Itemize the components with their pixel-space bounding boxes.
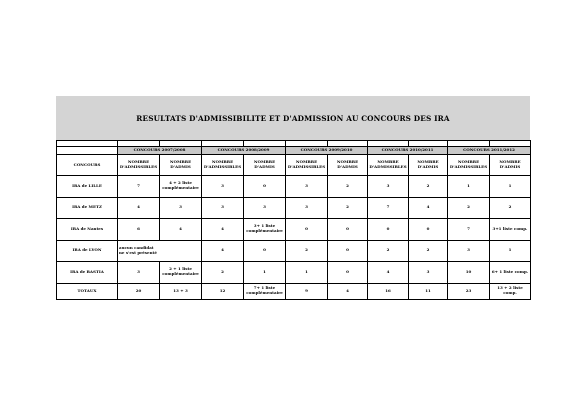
admissibles-cell: 2 [368, 240, 409, 262]
admissibles-cell: 4 [368, 262, 409, 284]
row-label: IRA de METZ [57, 197, 118, 219]
admis-header: NOMBRE D'ADMIS [328, 155, 368, 176]
admissibles-cell: 3 [118, 262, 160, 284]
table-row [57, 240, 531, 262]
admis-header: NOMBRE D'ADMIS [160, 155, 202, 176]
admis-header: NOMBRE D'ADMIS [244, 155, 286, 176]
admis-header: NOMBRE D'ADMIS [409, 155, 448, 176]
admis-cell: 3 [160, 197, 202, 219]
admis-cell: 2 [490, 197, 531, 219]
admis-cell: 0 [244, 240, 286, 262]
admis-cell: 0 [328, 240, 368, 262]
admissibles-cell: 7 [118, 176, 160, 198]
admissibles-cell: 2 [448, 197, 490, 219]
admis-cell: 13 + 3 [160, 283, 202, 299]
admissibles-cell: 1 [286, 262, 328, 284]
admissibles-cell: 4 [202, 240, 244, 262]
admis-cell: 13 + 2 liste comp. [490, 283, 531, 299]
session-header: CONCOURS 2010/2011 [368, 147, 448, 155]
admis-cell: 2 [409, 240, 448, 262]
admis-cell: 1 [490, 240, 531, 262]
admis-cell: 7+ 1 liste complémentaire [244, 283, 286, 299]
admis-cell: 3+1 liste comp. [490, 219, 531, 241]
admissibles-header: NOMBRE D'ADMISSIBLES [286, 155, 328, 176]
table-row [57, 197, 531, 219]
admissibles-header: NOMBRE D'ADMISSIBLES [118, 155, 160, 176]
admis-cell: 0 [409, 219, 448, 241]
results-table [56, 140, 531, 300]
admissibles-cell: 2 [286, 240, 328, 262]
admissibles-cell: 16 [368, 283, 409, 299]
row-label: IRA de LILLE [57, 176, 118, 198]
admissibles-cell: 4 [118, 197, 160, 219]
admis-cell: 2 + 1 liste complémentaire [160, 262, 202, 284]
admis-cell: 2 [328, 197, 368, 219]
admissibles-cell: 0 [286, 219, 328, 241]
admissibles-cell: aucun candidat ne s'est présenté [118, 240, 160, 262]
session-header: CONCOURS 2008/2009 [202, 147, 286, 155]
admissibles-cell: 4 [202, 219, 244, 241]
title-banner [56, 96, 530, 140]
empty-cell [57, 147, 118, 155]
admissibles-cell: 12 [202, 283, 244, 299]
admis-cell: 6+ 1 liste comp. [490, 262, 531, 284]
row-label: IRA de BASTIA [57, 262, 118, 284]
results-table-body [57, 141, 531, 300]
admis-cell: 2 [409, 176, 448, 198]
admissibles-cell: 1 [448, 176, 490, 198]
session-header: CONCOURS 2009/2010 [286, 147, 368, 155]
row-label: IRA de LYON [57, 240, 118, 262]
table-row [57, 176, 531, 198]
admissibles-cell: 7 [368, 197, 409, 219]
admissibles-cell: 3 [202, 176, 244, 198]
admissibles-header: NOMBRE D'ADMISSIBLES [448, 155, 490, 176]
admis-cell: 4 [160, 219, 202, 241]
admissibles-cell: 3 [368, 176, 409, 198]
session-header: CONCOURS 2007/2008 [118, 147, 202, 155]
admis-cell: 0 [244, 176, 286, 198]
admis-cell [160, 240, 202, 262]
admissibles-cell: 2 [202, 262, 244, 284]
admis-cell: 0 [328, 262, 368, 284]
row-label: TOTAUX [57, 283, 118, 299]
admis-cell: 0 [328, 219, 368, 241]
admissibles-cell: 3 [286, 176, 328, 198]
admissibles-cell: 23 [448, 283, 490, 299]
admis-header: NOMBRE D'ADMIS [490, 155, 531, 176]
admis-cell: 11 [409, 283, 448, 299]
admis-cell: 3+ 1 liste complémentaire [244, 219, 286, 241]
page-title: RESULTATS D'ADMISSIBILITE ET D'ADMISSION AU CONCOURS DES IRA [136, 113, 450, 123]
admissibles-header: NOMBRE D'ADMISSIBLES [202, 155, 244, 176]
admissibles-cell: 7 [448, 219, 490, 241]
admis-cell: 2 [328, 176, 368, 198]
admis-cell: 4 + 2 liste complémentaire [160, 176, 202, 198]
admis-cell: 3 [409, 262, 448, 284]
table-row [57, 262, 531, 284]
admissibles-cell: 10 [448, 262, 490, 284]
session-header: CONCOURS 2011/2012 [448, 147, 531, 155]
column-header-row [57, 155, 531, 176]
admissibles-cell: 3 [202, 197, 244, 219]
admis-cell: 4 [328, 283, 368, 299]
admissibles-cell: 9 [286, 283, 328, 299]
table-row [57, 219, 531, 241]
concours-header: CONCOURS [57, 155, 118, 176]
totals-row [57, 283, 531, 299]
admis-cell: 3 [244, 197, 286, 219]
admis-cell: 1 [490, 176, 531, 198]
admissibles-cell: 3 [286, 197, 328, 219]
row-label: IRA de Nantes [57, 219, 118, 241]
admissibles-cell: 0 [368, 219, 409, 241]
admissibles-cell: 6 [118, 219, 160, 241]
session-header-row [57, 147, 531, 155]
admissibles-cell: 3 [448, 240, 490, 262]
admissibles-cell: 20 [118, 283, 160, 299]
admis-cell: 1 [244, 262, 286, 284]
admissibles-header: NOMBRE D'ADMISSIBLES [368, 155, 409, 176]
admis-cell: 4 [409, 197, 448, 219]
